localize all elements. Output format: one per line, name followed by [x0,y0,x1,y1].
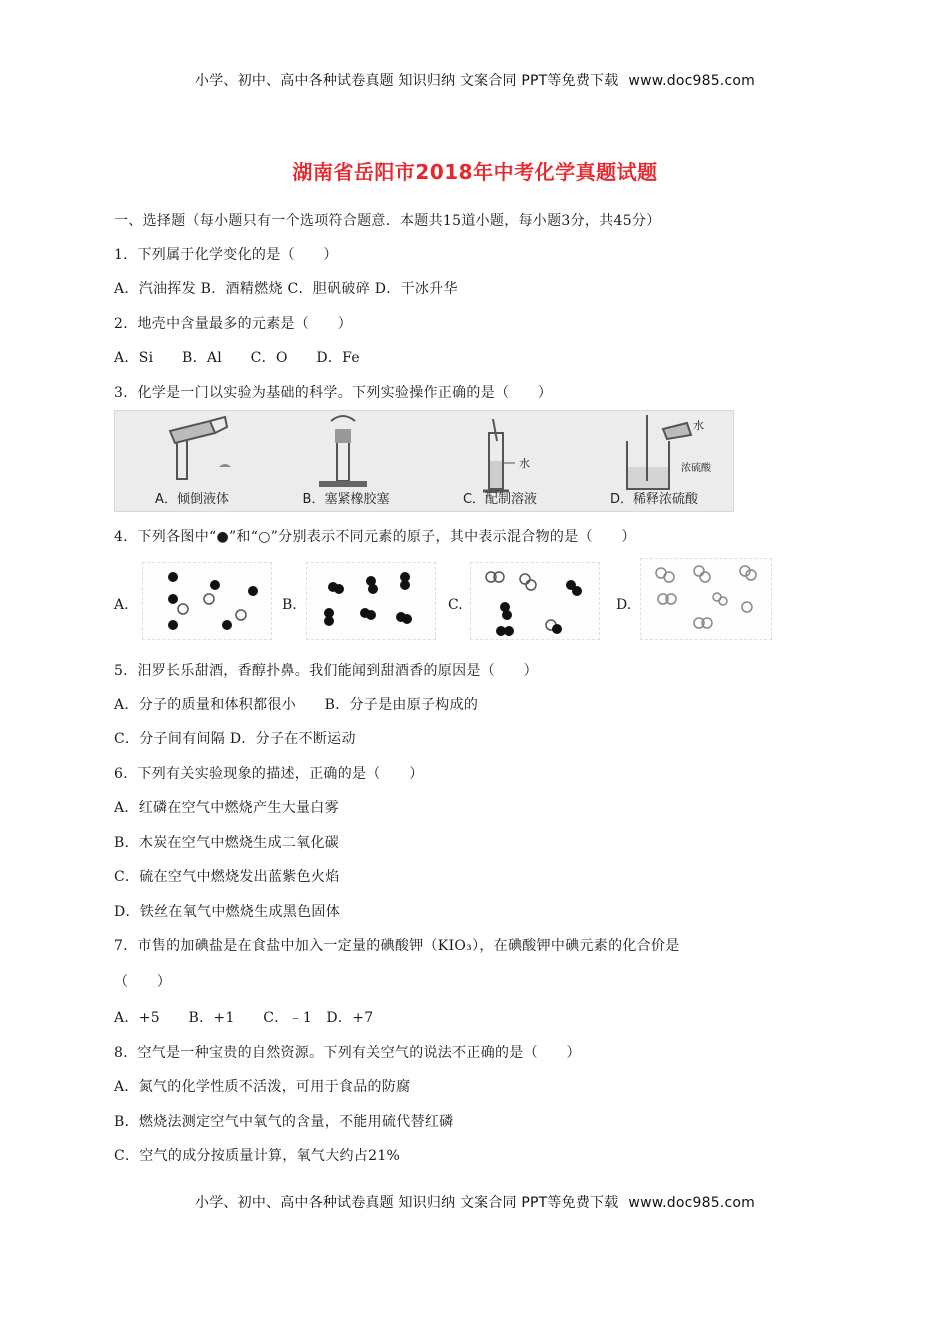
q4-diagram-a [142,562,272,640]
q3-caption-a: A．倾倒液体 [155,492,229,507]
q3-caption-d: D．稀释浓硫酸 [609,492,698,507]
water-label-d: 水 [693,419,704,432]
q3-caption-c: C．配制溶液 [462,492,538,507]
question-1-options: A．汽油挥发 B．酒精燃烧 C．胆矾破碎 D．干冰升华 [114,281,458,297]
acid-label-d: 浓硫酸 [681,463,711,474]
question-8-option-c: C．空气的成分按质量计算，氧气大约占21% [114,1148,401,1164]
q3-caption-b: B．塞紧橡胶塞 [302,492,390,507]
page-title: 湖南省岳阳市2018年中考化学真题试题 [292,160,658,184]
footer-text: 小学、初中、高中各种试卷真题 知识归纳 文案合同 PPT等免费下载 [195,1195,619,1211]
q4-diagram-b [306,562,436,640]
question-2: 2．地壳中含量最多的元素是（ ） [114,316,353,332]
q4-label-a: A. [114,597,129,613]
question-8: 8．空气是一种宝贵的自然资源。下列有关空气的说法不正确的是（ ） [114,1045,581,1061]
q4-diagram-d [640,558,772,640]
question-6-option-b: B．木炭在空气中燃烧生成二氧化碳 [114,835,340,851]
header-text: 小学、初中、高中各种试卷真题 知识归纳 文案合同 PPT等免费下载 [195,73,619,89]
question-6-option-c: C．硫在空气中燃烧发出蓝紫色火焰 [114,869,340,885]
molecule-diagram-b [307,563,435,639]
page-footer [0,1192,950,1212]
question-5: 5．汨罗长乐甜酒，香醇扑鼻。我们能闻到甜酒香的原因是（ ） [114,663,538,679]
q3-figure-d [577,411,731,511]
question-8-option-b: B．燃烧法测定空气中氧气的含量，不能用硫代替红磷 [114,1114,454,1130]
q4-label-b: B. [282,597,297,613]
question-7: 7．市售的加碘盐是在食盐中加入一定量的碘酸钾（KIO₃），在碘酸钾中碘元素的化合价是 [114,938,680,954]
question-5-options-cd: C．分子间有间隔 D．分子在不断运动 [114,731,356,747]
question-7-blank: （ ） [114,974,172,990]
question-6: 6．下列有关实验现象的描述，正确的是（ ） [114,766,424,782]
molecule-diagram-a [143,563,271,639]
section-heading: 一、选择题（每小题只有一个选项符合题意．本题共15道小题，每小题3分，共45分） [114,213,661,229]
molecule-diagram-c [471,563,599,639]
q3-figure-c [423,411,577,511]
q4-diagram-c [470,562,600,640]
question-5-options-ab: A．分子的质量和体积都很小 B．分子是由原子构成的 [114,697,479,713]
molecule-diagram-d [641,559,771,639]
header-url[interactable]: www.doc985.com [628,73,755,89]
q3-figure-b [269,411,423,511]
q3-figure-strip [114,410,734,512]
question-7-options: A．+5 B．+1 C．﹣1 D．+7 [114,1010,374,1026]
footer-url[interactable]: www.doc985.com [628,1195,755,1211]
question-4: 4．下列各图中“●”和“○”分别表示不同元素的原子，其中表示混合物的是（ ） [114,529,636,545]
q4-label-c: C. [448,597,463,613]
q3-figure-a [115,411,269,511]
question-3: 3．化学是一门以实验为基础的科学。下列实验操作正确的是（ ） [114,385,553,401]
page-header [0,70,950,90]
question-6-option-d: D．铁丝在氧气中燃烧生成黑色固体 [114,904,341,920]
q4-label-d: D. [616,597,632,613]
question-6-option-a: A．红磷在空气中燃烧产生大量白雾 [114,800,339,816]
question-2-options: A．Si B．Al C．O D．Fe [114,350,361,366]
question-1: 1．下列属于化学变化的是（ ） [114,247,338,263]
question-8-option-a: A．氮气的化学性质不活泼，可用于食品的防腐 [114,1079,411,1095]
water-label-c: 水 [519,457,530,470]
